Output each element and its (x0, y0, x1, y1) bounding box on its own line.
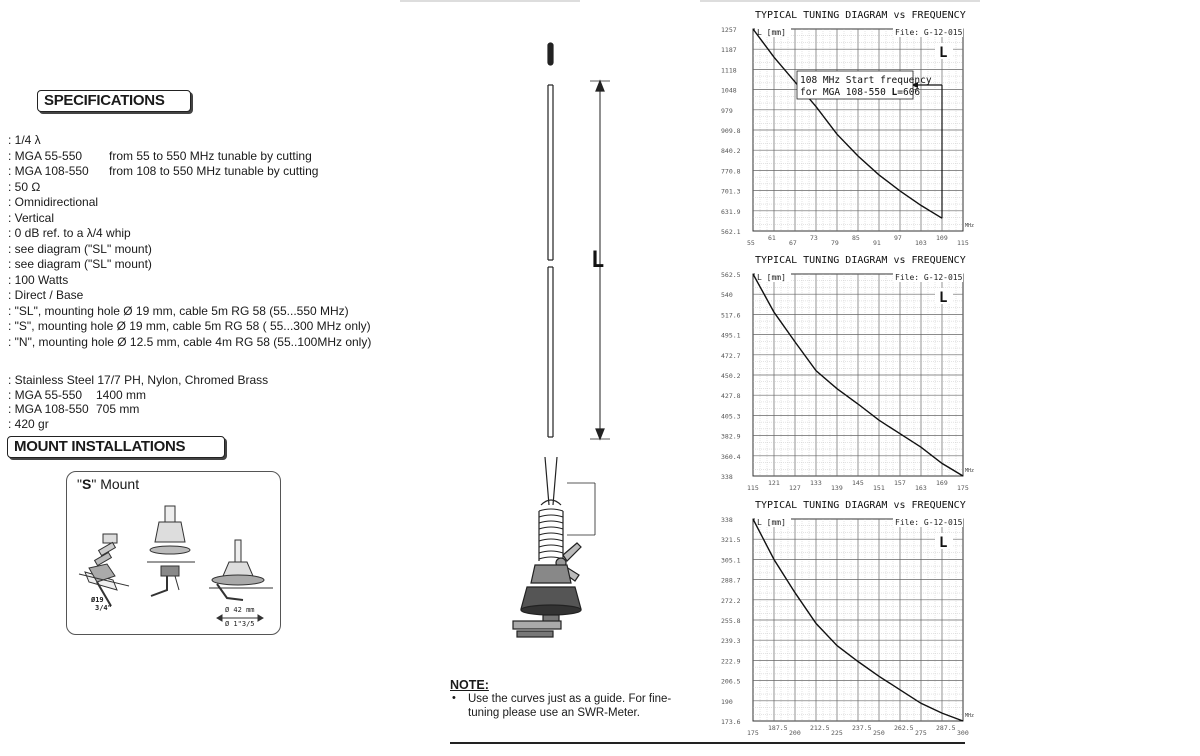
x-tick-label: 103 (915, 239, 927, 247)
y-tick-label: 840.2 (721, 147, 741, 156)
y-tick-label: 770.8 (721, 167, 741, 176)
x-tick-label: 262.5 (894, 724, 914, 732)
spec-value: : MGA 55-550 (8, 148, 83, 163)
spec-value: : Stainless Steel 17/7 PH, Nylon, Chromed Brass (8, 373, 269, 387)
x-tick-label: 61 (768, 234, 776, 242)
x-tick-label: 133 (810, 479, 822, 487)
spec-value: : "SL", mounting hole Ø 19 mm, cable 5m RG 58 (55...550 MHz) (8, 303, 349, 318)
unit-label: MHz (965, 468, 975, 474)
x-tick-label: 151 (873, 484, 885, 492)
tuning-chart-2 (721, 255, 974, 492)
note-title: NOTE: (450, 678, 489, 692)
x-tick-label: 91 (873, 239, 881, 247)
y-tick-label: 472.7 (721, 351, 741, 360)
y-tick-label: 405.3 (721, 412, 741, 421)
y-axis-label: L [mm] (757, 273, 786, 282)
mount-installations-heading: MOUNT INSTALLATIONS (7, 436, 225, 458)
x-tick-label: 55 (747, 239, 755, 247)
spec-value: : MGA 55-550 (8, 387, 83, 402)
y-tick-label: 173.6 (721, 718, 741, 726)
y-tick-label: 360.4 (721, 452, 741, 461)
spec-line (8, 164, 371, 180)
spec-value: : Direct / Base (8, 288, 84, 302)
spec-value: : 0 dB ref. to a λ/4 whip (8, 226, 131, 240)
y-axis-label: L [mm] (757, 518, 786, 527)
y-tick-label: 338 (721, 516, 733, 524)
s-mount-illustration (67, 472, 280, 634)
y-tick-label: 382.9 (721, 432, 741, 441)
top-rule (400, 0, 580, 2)
y-tick-label: 288.7 (721, 576, 741, 585)
y-tick-label: 495.1 (721, 331, 741, 340)
x-tick-label: 175 (747, 729, 759, 737)
spec-value: : Omnidirectional (8, 195, 99, 209)
chart-title: TYPICAL TUNING DIAGRAM vs FREQUENCY (755, 500, 966, 511)
spec-list (8, 133, 371, 350)
annotation-suffix: =606 (897, 87, 921, 98)
x-tick-label: 237.5 (852, 724, 872, 732)
note-text: Use the curves just as a guide. For fine-tuning please use an SWR-Meter. (468, 693, 672, 719)
x-tick-label: 169 (936, 479, 948, 487)
annotation-prefix: for MGA 108-550 (800, 87, 892, 98)
spec-value: : MGA 108-550 (8, 402, 89, 416)
spec-detail: from 55 to 550 MHz tunable by cutting (109, 148, 312, 163)
y-tick-label: 255.8 (721, 617, 741, 625)
spec-line (8, 288, 371, 304)
x-tick-label: 67 (789, 239, 797, 247)
x-tick-label: 187.5 (768, 724, 788, 732)
x-tick-label: 157 (894, 479, 906, 487)
x-tick-label: 287.5 (936, 724, 956, 732)
y-tick-label: 1118 (721, 66, 737, 75)
top-rule-right (700, 0, 980, 2)
y-tick-label: 631.9 (721, 207, 741, 216)
y-tick-label: 1048 (721, 86, 737, 95)
spec-line (8, 319, 371, 335)
x-tick-label: 163 (915, 484, 927, 492)
spec-value: : "N", mounting hole Ø 12.5 mm, cable 4m RG 58 (55..100MHz only) (8, 334, 372, 349)
note-bullet: • (452, 692, 456, 704)
corner-length-label: L (939, 45, 948, 61)
file-label: File: G-12-015 (895, 28, 963, 37)
hole-label-1: Ø19 (91, 596, 104, 604)
unit-label: MHz (965, 713, 975, 719)
file-label: File: G-12-015 (895, 518, 963, 527)
x-tick-label: 139 (831, 484, 843, 492)
file-label: File: G-12-015 (895, 273, 963, 282)
y-tick-label: 321.5 (721, 536, 741, 545)
spec-line (8, 417, 268, 432)
spec-value: : see diagram ("SL" mount) (8, 241, 152, 256)
y-tick-label: 450.2 (721, 372, 741, 380)
spec-detail: 705 mm (96, 402, 140, 416)
annotation-line-2 (800, 87, 920, 98)
spec-line (8, 211, 371, 227)
s-mount-title: "S" Mount (77, 476, 140, 492)
antenna-drawing (505, 35, 645, 675)
spec-line (8, 388, 268, 403)
x-tick-label: 250 (873, 729, 885, 737)
spec-detail: from 108 to 550 MHz tunable by cutting (109, 164, 319, 178)
y-tick-label: 239.3 (721, 637, 741, 646)
x-tick-label: 115 (957, 239, 969, 247)
spec-line (8, 226, 371, 242)
chart-title: TYPICAL TUNING DIAGRAM vs FREQUENCY (755, 255, 966, 266)
x-tick-label: 275 (915, 729, 927, 737)
spec-line (8, 180, 371, 196)
y-tick-label: 427.8 (721, 392, 741, 401)
y-tick-label: 562.1 (721, 228, 741, 236)
spec-value: : 1/4 λ (8, 133, 41, 147)
y-tick-label: 517.6 (721, 311, 741, 320)
spec-line (8, 257, 371, 273)
tuning-chart-3 (721, 500, 974, 737)
y-tick-label: 190 (721, 697, 733, 706)
x-tick-label: 127 (789, 484, 801, 492)
spec-value: : 50 Ω (8, 179, 41, 194)
spec-line (8, 133, 371, 149)
specifications-heading: SPECIFICATIONS (37, 90, 191, 112)
hole-label-2: 3/4" (95, 604, 112, 612)
x-tick-label: 121 (768, 479, 780, 487)
chart-title: TYPICAL TUNING DIAGRAM vs FREQUENCY (755, 10, 966, 21)
y-tick-label: 909.8 (721, 127, 741, 135)
y-axis-label: L [mm] (757, 28, 786, 37)
spec-value: : MGA 108-550 (8, 164, 89, 178)
spec-line (8, 242, 371, 258)
tuning-charts (715, 5, 975, 750)
x-tick-label: 97 (894, 234, 902, 242)
corner-length-label: L (939, 535, 948, 551)
annotation-bold: L (891, 87, 898, 98)
y-tick-label: 701.3 (721, 187, 741, 196)
spec-value: : 420 gr (8, 416, 49, 431)
spec-value: : 100 Watts (8, 272, 69, 287)
spec-value: : "S", mounting hole Ø 19 mm, cable 5m RG 58 ( 55...300 MHz only) (8, 319, 371, 333)
unit-label: MHz (965, 223, 975, 229)
y-tick-label: 222.9 (721, 657, 741, 666)
spec-line (8, 149, 371, 165)
spec-value: : see diagram ("SL" mount) (8, 257, 152, 271)
spec-line (8, 402, 268, 417)
spec-line (8, 304, 371, 320)
x-tick-label: 212.5 (810, 724, 830, 732)
y-tick-label: 338 (721, 473, 733, 481)
spec-value: : Vertical (8, 210, 55, 225)
x-tick-label: 85 (852, 234, 860, 242)
x-tick-label: 73 (810, 234, 818, 242)
diameter-label-1: Ø 42 mm (225, 606, 255, 614)
material-list (8, 373, 268, 431)
spec-line (8, 273, 371, 289)
y-tick-label: 1257 (721, 26, 737, 34)
x-tick-label: 115 (747, 484, 759, 492)
tuning-curve (753, 29, 942, 218)
corner-length-label: L (939, 290, 948, 306)
x-tick-label: 225 (831, 729, 843, 737)
spec-line (8, 373, 268, 388)
y-tick-label: 562.5 (721, 271, 741, 279)
spec-line (8, 335, 371, 351)
x-tick-label: 175 (957, 484, 969, 492)
tuning-chart-1 (721, 10, 974, 247)
y-tick-label: 979 (721, 106, 733, 115)
y-tick-label: 206.5 (721, 677, 741, 686)
s-mount-box (66, 471, 281, 635)
y-tick-label: 540 (721, 291, 733, 300)
x-tick-label: 109 (936, 234, 948, 242)
x-tick-label: 300 (957, 729, 969, 737)
y-tick-label: 1187 (721, 46, 737, 55)
spec-line (8, 195, 371, 211)
spec-detail: 1400 mm (96, 387, 147, 402)
x-tick-label: 145 (852, 479, 864, 487)
annotation-line-1: 108 MHz Start frequency (800, 75, 932, 86)
diameter-label-2: Ø 1"3/5 (225, 620, 255, 628)
y-tick-label: 272.2 (721, 596, 741, 605)
antenna-length-label: L (591, 248, 605, 273)
x-tick-label: 79 (831, 239, 839, 247)
x-tick-label: 200 (789, 729, 801, 737)
y-tick-label: 305.1 (721, 556, 741, 565)
